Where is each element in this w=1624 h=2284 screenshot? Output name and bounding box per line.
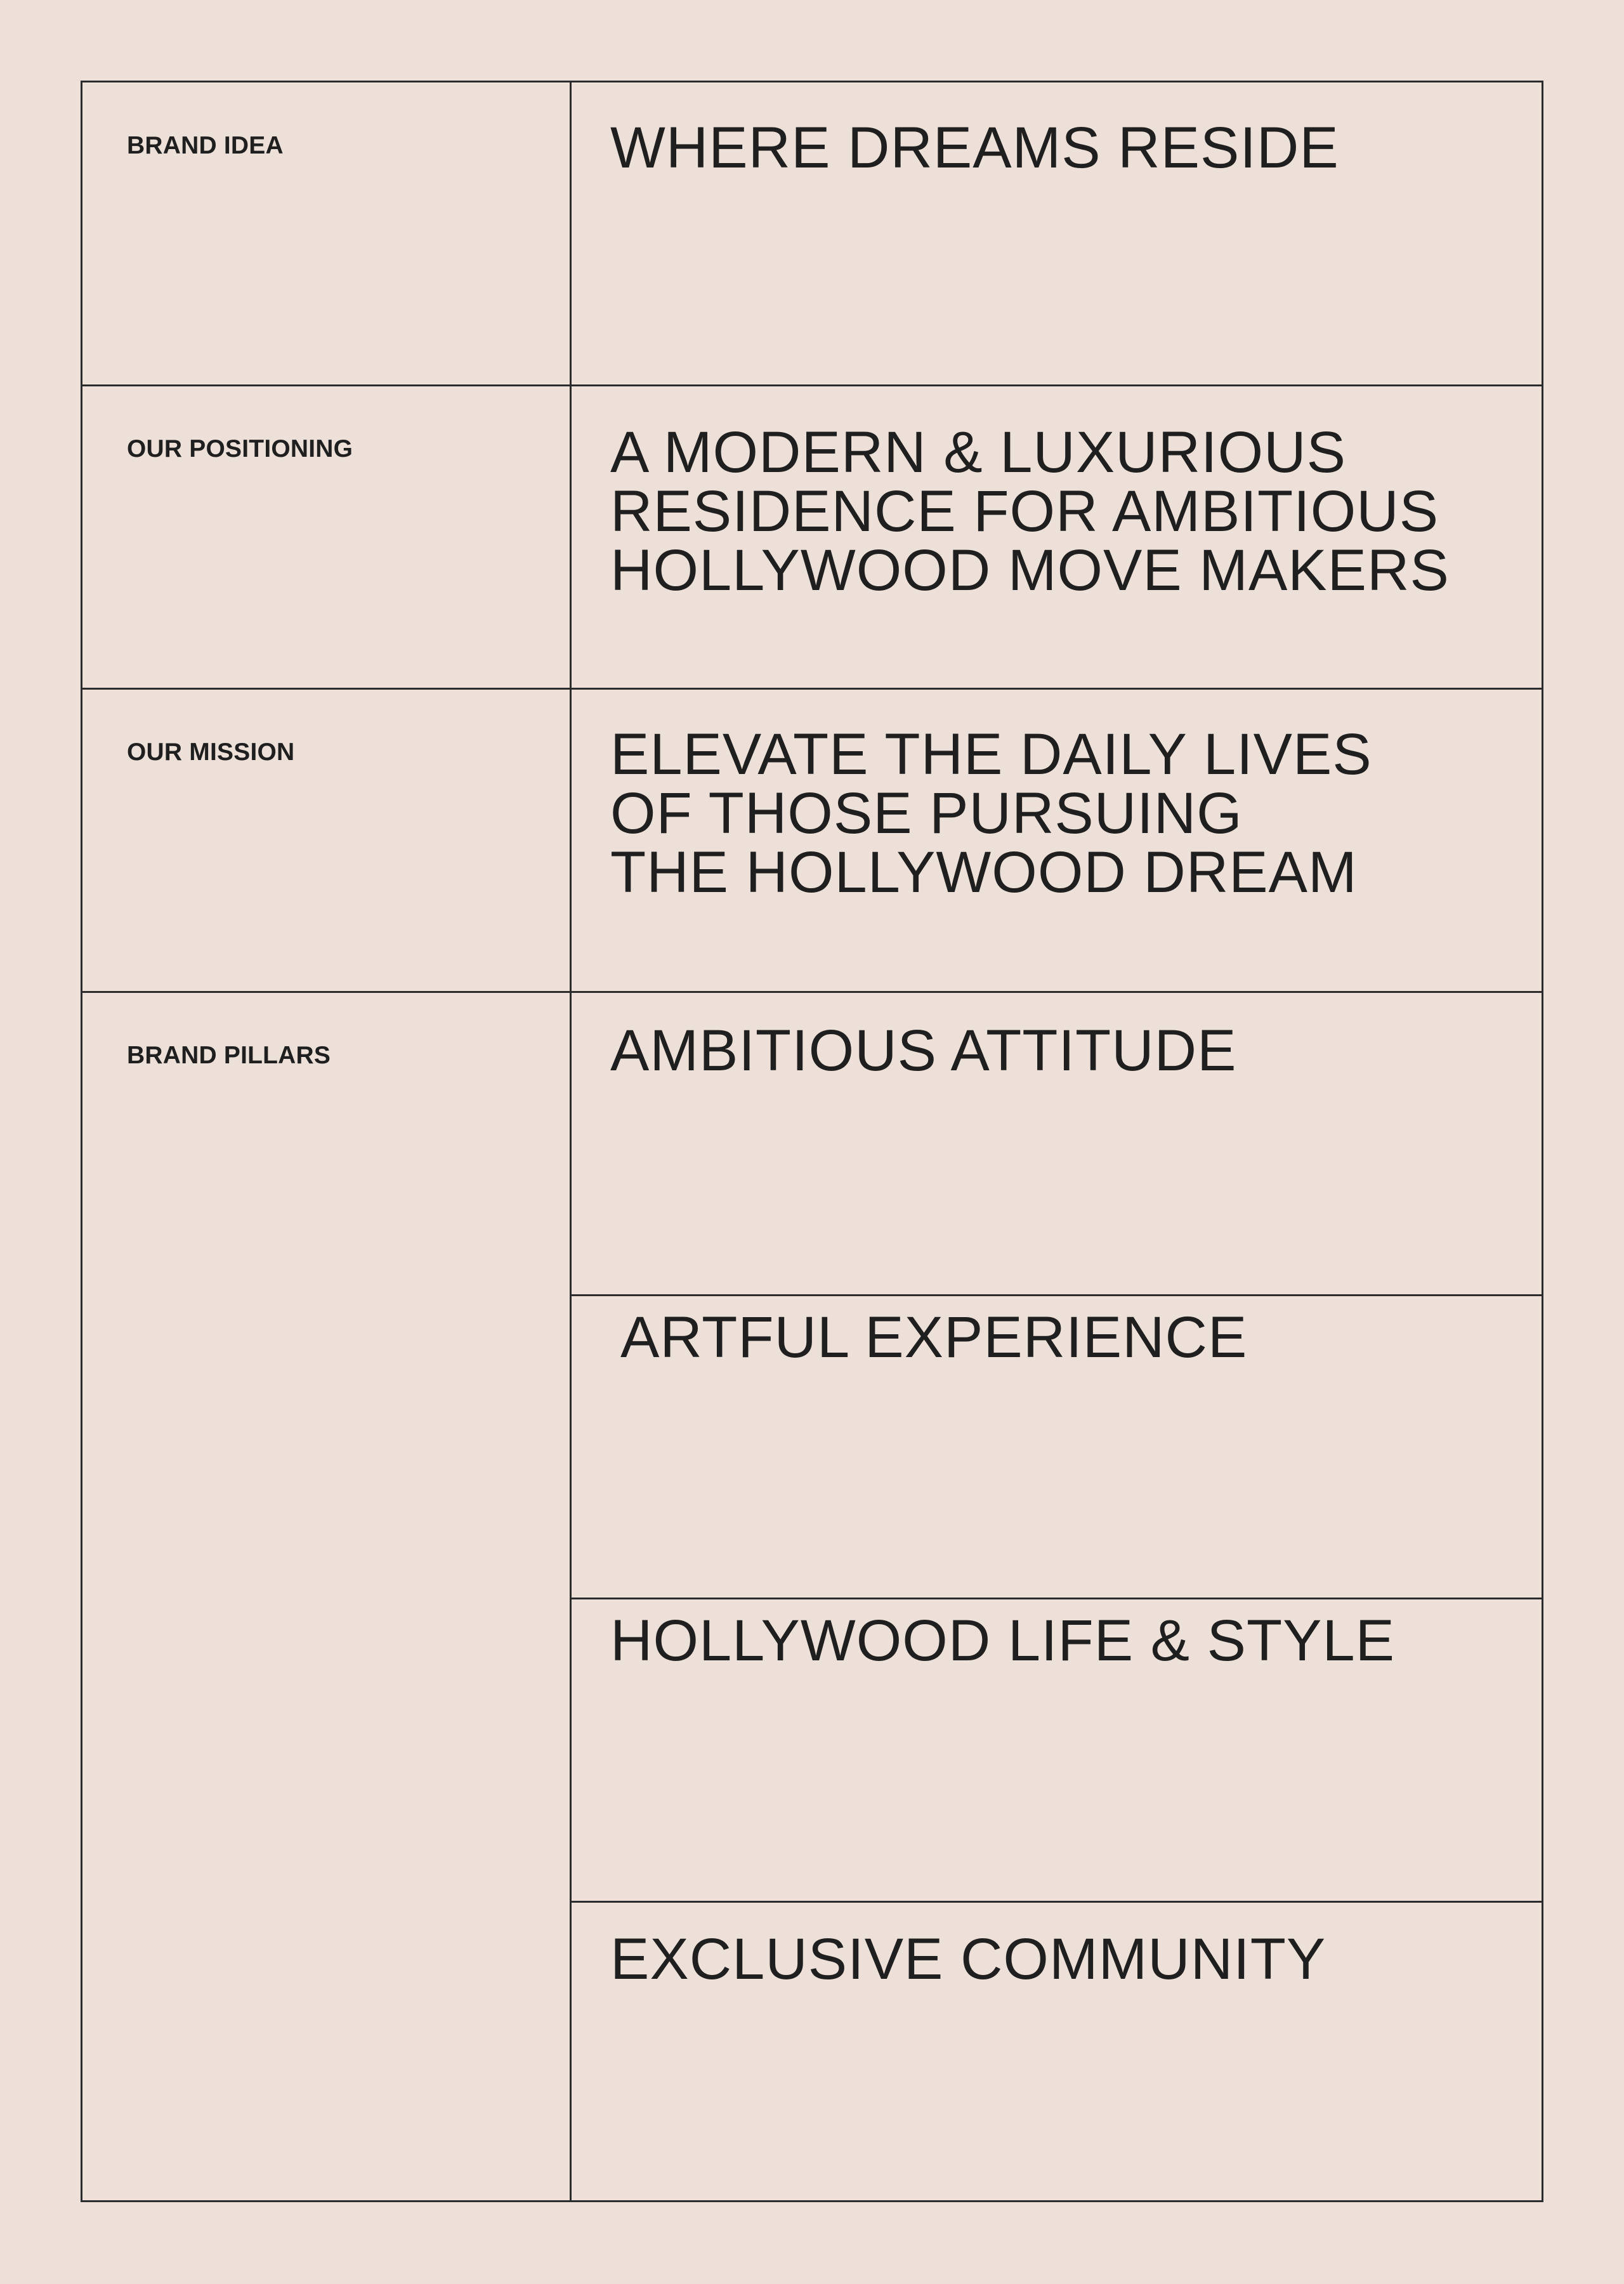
pillar-item: HOLLYWOOD LIFE & STYLE (610, 1608, 1396, 1673)
brand-idea-label: BRAND IDEA (127, 132, 284, 159)
row-divider (82, 991, 1542, 993)
positioning-value: A MODERN & LUXURIOUS RESIDENCE FOR AMBITIOUS HOLLYWOOD MOVE MAKERS (610, 420, 1450, 603)
mission-label: OUR MISSION (127, 738, 295, 766)
row-divider (82, 688, 1542, 690)
pillar-item: ARTFUL EXPERIENCE (620, 1305, 1248, 1370)
pillar-divider (570, 1598, 1542, 1599)
pillar-item: EXCLUSIVE COMMUNITY (610, 1927, 1326, 1992)
pillar-item: AMBITIOUS ATTITUDE (610, 1018, 1237, 1083)
brand-idea-value: WHERE DREAMS RESIDE (610, 115, 1339, 180)
pillar-divider (570, 1901, 1542, 1903)
mission-value: ELEVATE THE DAILY LIVES OF THOSE PURSUING THE HOLLYWOOD DREAM (610, 722, 1372, 905)
positioning-label: OUR POSITIONING (127, 435, 353, 463)
row-divider (82, 384, 1542, 386)
pillar-divider (570, 1294, 1542, 1296)
column-divider (570, 82, 572, 2200)
brand-pillars-label: BRAND PILLARS (127, 1042, 331, 1069)
brand-platform-table (81, 81, 1543, 2202)
